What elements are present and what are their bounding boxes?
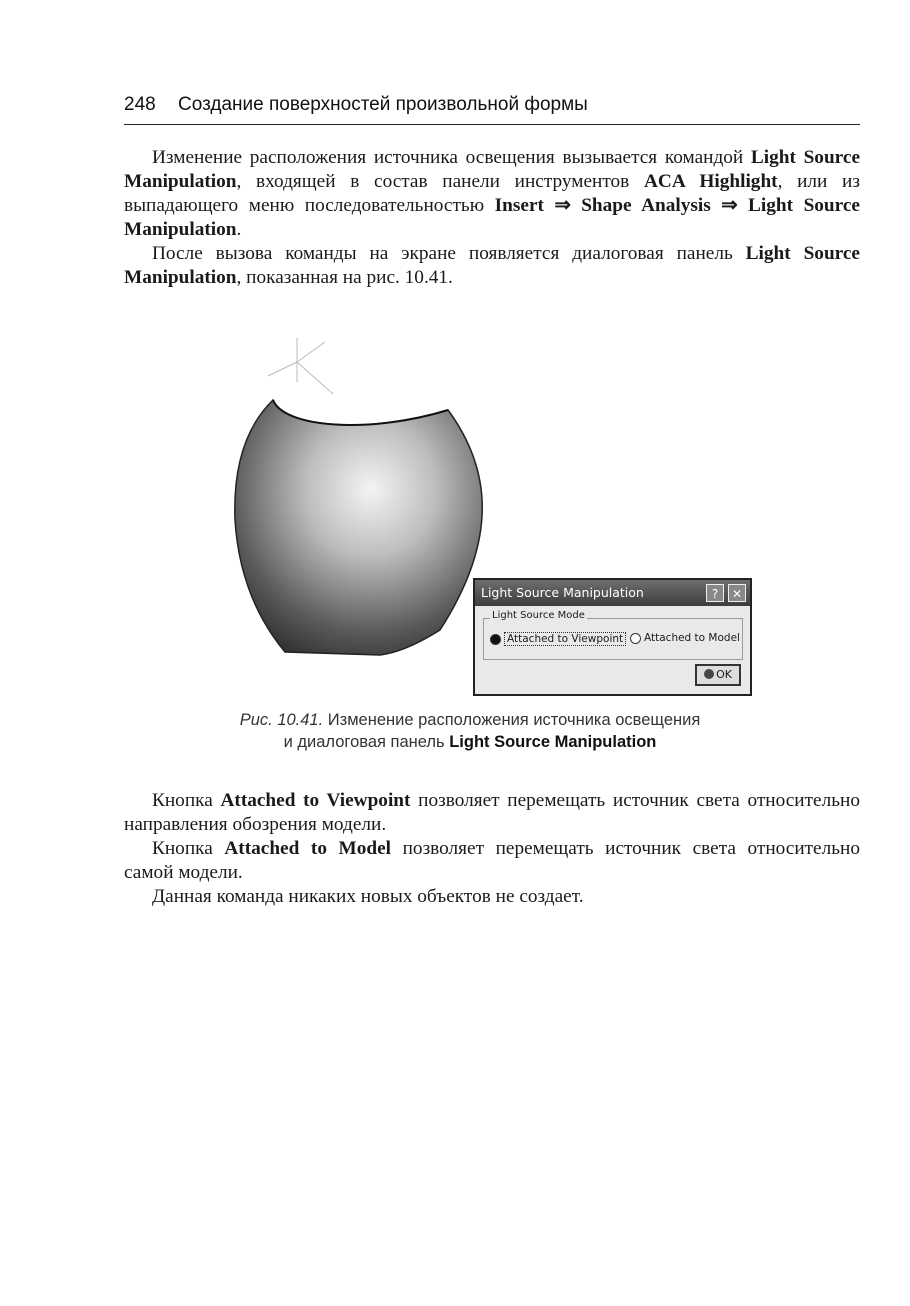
radio-attached-to-viewpoint[interactable] bbox=[490, 632, 626, 646]
light-source-mode-group bbox=[483, 610, 743, 660]
p3-run-2: позволяет перемещать источник света относительно направления обозрения модели. bbox=[124, 790, 860, 835]
p1-run-2: , входящей в состав панели инструментов bbox=[236, 171, 644, 192]
p1-run-4: , или из выпадающего меню последовательностью bbox=[124, 171, 860, 216]
ok-icon bbox=[704, 669, 714, 679]
p2-run-2: , показанная на рис. 10.41. bbox=[236, 267, 453, 288]
caption-text-1: Изменение расположения источника освещения bbox=[323, 711, 701, 729]
p4-run-0: Кнопка bbox=[152, 838, 225, 859]
p1-run-3: ACA Highlight bbox=[643, 171, 778, 192]
paragraph-model bbox=[124, 837, 860, 885]
figure-reference: Рис. 10.41. bbox=[239, 711, 324, 729]
paragraph-viewpoint bbox=[124, 789, 860, 837]
radio-attached-to-model[interactable] bbox=[630, 632, 740, 644]
chapter-title: Создание поверхностей произвольной формы bbox=[178, 94, 588, 115]
p4-run-2: позволяет перемещать источник света относительно самой модели. bbox=[124, 838, 860, 883]
caption-dialog-name: Light Source Manipulation bbox=[449, 733, 657, 751]
radio-unselected-icon[interactable] bbox=[630, 633, 641, 644]
light-source-dialog bbox=[473, 578, 752, 696]
p2-run-0: После вызова команды на экране появляется диалоговая панель bbox=[152, 243, 746, 264]
help-button[interactable]: ? bbox=[706, 584, 724, 602]
p1-run-1: Light Source Manipulation bbox=[124, 147, 860, 192]
page-header bbox=[124, 90, 860, 125]
paragraph-dialog-intro bbox=[124, 242, 860, 290]
ok-label: OK bbox=[716, 668, 732, 681]
close-button[interactable]: ✕ bbox=[728, 584, 746, 602]
p3-run-1: Attached to Viewpoint bbox=[220, 790, 411, 811]
dialog-title-bar[interactable] bbox=[475, 580, 750, 606]
p5-run-0: Данная команда никаких новых объектов не создает. bbox=[152, 886, 584, 907]
radio-label-viewpoint: Attached to Viewpoint bbox=[504, 632, 626, 646]
ok-button[interactable] bbox=[695, 664, 741, 686]
radio-selected-icon[interactable] bbox=[490, 634, 501, 645]
paragraph-intro bbox=[124, 146, 860, 242]
radio-label-model: Attached to Model bbox=[644, 632, 740, 644]
page-number: 248 bbox=[124, 94, 156, 115]
figure-caption-line1 bbox=[180, 711, 760, 730]
paragraph-note bbox=[124, 885, 860, 909]
vase-shape bbox=[235, 400, 482, 655]
light-direction-axes bbox=[268, 338, 333, 394]
p2-run-1: Light Source Manipulation bbox=[124, 243, 860, 288]
caption-text-2: и диалоговая панель bbox=[283, 733, 450, 751]
dialog-title: Light Source Manipulation bbox=[481, 585, 644, 600]
p1-run-0: Изменение расположения источника освещения вызывается командой bbox=[152, 147, 751, 168]
p4-run-1: Attached to Model bbox=[224, 838, 392, 859]
p1-run-6: . bbox=[236, 219, 242, 240]
p3-run-0: Кнопка bbox=[152, 790, 221, 811]
p1-run-5: Insert ⇒ Shape Analysis ⇒ Light Source Manipulation bbox=[124, 195, 860, 240]
figure-caption-line2 bbox=[180, 733, 760, 752]
group-label: Light Source Mode bbox=[492, 610, 585, 621]
